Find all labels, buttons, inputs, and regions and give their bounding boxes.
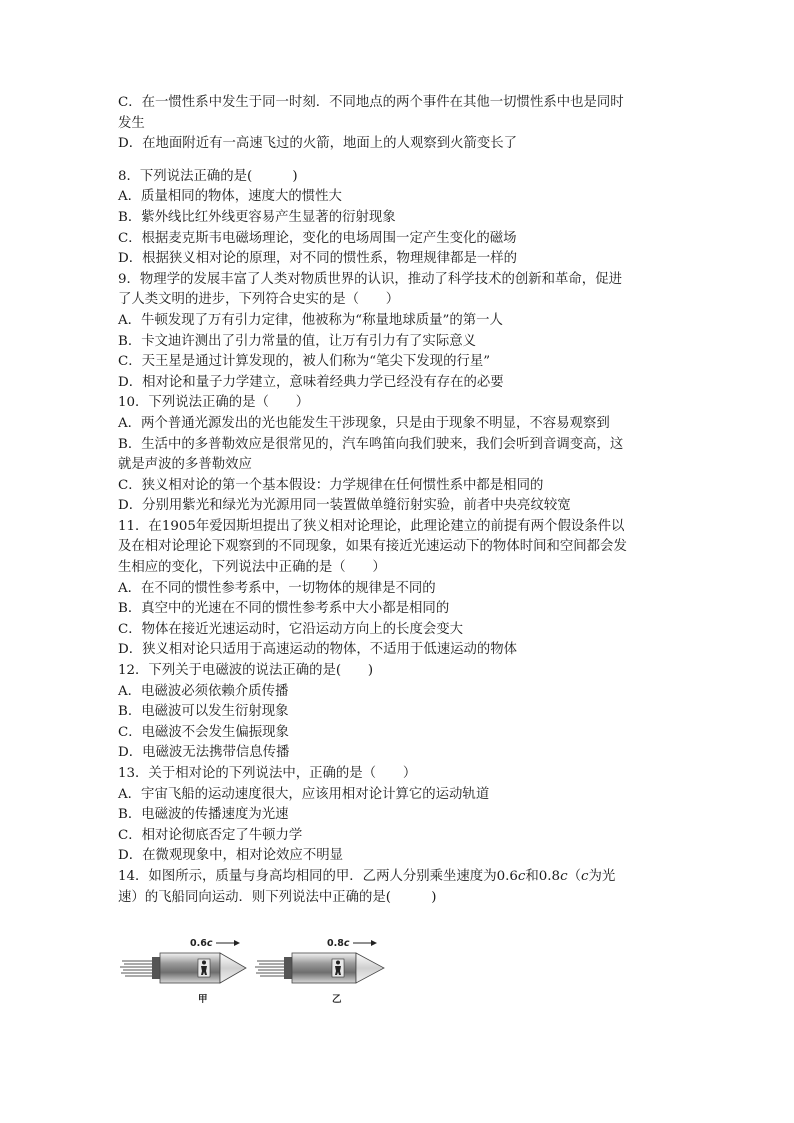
option-b: B．电磁波可以发生衍射现象 [118, 704, 289, 720]
stem-text: （ [567, 868, 581, 884]
option-d: D．相对论和量子力学建立，意味着经典力学已经没有存在的必要 [118, 374, 504, 390]
person-icon [332, 959, 344, 977]
arrow-right-icon [216, 940, 240, 946]
stem-text: 为光 [588, 868, 616, 884]
engine-nozzle [284, 957, 292, 979]
question-stem: 9．物理学的发展丰富了人类对物质世界的认识，推动了科学技术的创新和革命，促进 [118, 271, 622, 287]
question-stem: 10．下列说法正确的是（ ） [118, 395, 310, 411]
option-b-continuation: 就是声波的多普勒效应 [118, 457, 252, 473]
light-speed-symbol: c [560, 868, 568, 884]
option-line-continuation: 发生 [118, 115, 145, 131]
question-stem: 及在相对论理论下观察到的不同现象，如果有接近光速运动下的物体时间和空间都会发 [118, 539, 627, 555]
ship-hull [292, 953, 356, 983]
option-line: C．在一惯性系中发生于同一时刻．不同地点的两个事件在其他一切惯性系中也是同时 [118, 95, 624, 110]
question-stem: 12．下列关于电磁波的说法正确的是( ) [118, 663, 374, 679]
spaceship-figure [120, 935, 390, 1007]
light-speed-symbol: c [580, 868, 589, 884]
ship-label-yi: 乙 [332, 994, 342, 1005]
speed-label-ship1: 0.6c [190, 938, 213, 949]
option-b: B．电磁波的传播速度为光速 [118, 807, 289, 823]
option-d: D．电磁波无法携带信息传播 [118, 745, 290, 761]
question-14 [118, 867, 683, 908]
stem-text: 和0.8 [525, 868, 561, 884]
question-stem: 速）的飞船同向运动．则下列说法中正确的是( ) [118, 889, 437, 905]
option-c: C．物体在接近光速运动时，它沿运动方向上的长度会变大 [118, 621, 464, 637]
option-a: A．两个普通光源发出的光也能发生干涉现象，只是由于现象不明显，不容易观察到 [118, 415, 610, 431]
option-a: A．质量相同的物体，速度大的惯性大 [118, 189, 342, 205]
question-stem: 13．关于相对论的下列说法中，正确的是（ ） [118, 766, 417, 781]
person-icon [198, 959, 210, 977]
option-d: D．分别用紫光和绿光为光源用同一装置做单缝衍射实验，前者中央亮纹较宽 [118, 498, 571, 514]
question-8 [118, 167, 683, 270]
option-d: D．在微观现象中，相对论效应不明显 [118, 848, 343, 864]
option-a: A．电磁波必须依赖介质传播 [118, 683, 289, 699]
option-a: A．在不同的惯性参考系中，一切物体的规律是不同的 [118, 580, 436, 596]
option-c: C．狭义相对论的第一个基本假设：力学规律在任何惯性系中都是相同的 [118, 477, 544, 493]
ship-nose [356, 953, 384, 983]
question-text-block [118, 93, 683, 908]
exhaust-lines [255, 961, 284, 976]
option-c: C．天王星是通过计算发现的，被人们称为“笔尖下发现的行星” [118, 354, 491, 370]
question-stem: 生相应的变化，下列说法中正确的是（ ） [118, 560, 386, 576]
question-stem: 11．在1905年爱因斯坦提出了狭义相对论理论，此理论建立的前提有两个假设条件以 [118, 518, 625, 534]
engine-nozzle [152, 957, 160, 979]
question-12 [118, 661, 683, 764]
option-c: C．电磁波不会发生偏振现象 [118, 724, 289, 740]
option-c: C．根据麦克斯韦电磁场理论，变化的电场周围一定产生变化的磁场 [118, 230, 517, 246]
stem-text: 14．如图所示，质量与身高均相同的甲．乙两人分别乘坐速度为0.6 [118, 868, 518, 884]
ship-label-jia: 甲 [198, 994, 208, 1005]
question-11 [118, 517, 683, 661]
spaceship-yi [255, 938, 384, 1005]
speed-label-ship2: 0.8c [327, 938, 350, 949]
question-13 [118, 764, 683, 867]
question-9 [118, 270, 683, 394]
spaceship-jia [120, 938, 246, 1005]
option-b: B．卡文迪许测出了引力常量的值，让万有引力有了实际意义 [118, 333, 476, 349]
ship-nose [220, 953, 246, 983]
exhaust-lines [120, 961, 152, 976]
light-speed-symbol: c [517, 868, 526, 884]
question-stem: 8．下列说法正确的是( ) [118, 168, 298, 184]
option-b: B．生活中的多普勒效应是很常见的，汽车鸣笛向我们驶来，我们会听到音调变高，这 [118, 436, 624, 452]
option-a: A．牛顿发现了万有引力定律，他被称为“称量地球质量”的第一人 [118, 312, 503, 328]
option-a: A．宇宙飞船的运动速度很大，应该用相对论计算它的运动轨道 [118, 786, 490, 802]
option-d: D．狭义相对论只适用于高速运动的物体，不适用于低速运动的物体 [118, 642, 518, 658]
question-10 [118, 393, 683, 517]
option-b: B．紫外线比红外线更容易产生显著的衍射现象 [118, 209, 396, 225]
ship-hull [160, 953, 220, 983]
arrow-right-icon [353, 940, 377, 946]
question-stem: 了人类文明的进步，下列符合史实的是（ ） [118, 292, 400, 308]
question-stem [118, 867, 683, 888]
option-d: D．根据狭义相对论的原理，对不同的惯性系，物理规律都是一样的 [118, 251, 518, 267]
option-line: D．在地面附近有一高速飞过的火箭，地面上的人观察到火箭变长了 [118, 136, 518, 152]
option-b: B．真空中的光速在不同的惯性参考系中大小都是相同的 [118, 601, 450, 617]
spacer [118, 155, 683, 167]
option-c: C．相对论彻底否定了牛顿力学 [118, 827, 303, 843]
